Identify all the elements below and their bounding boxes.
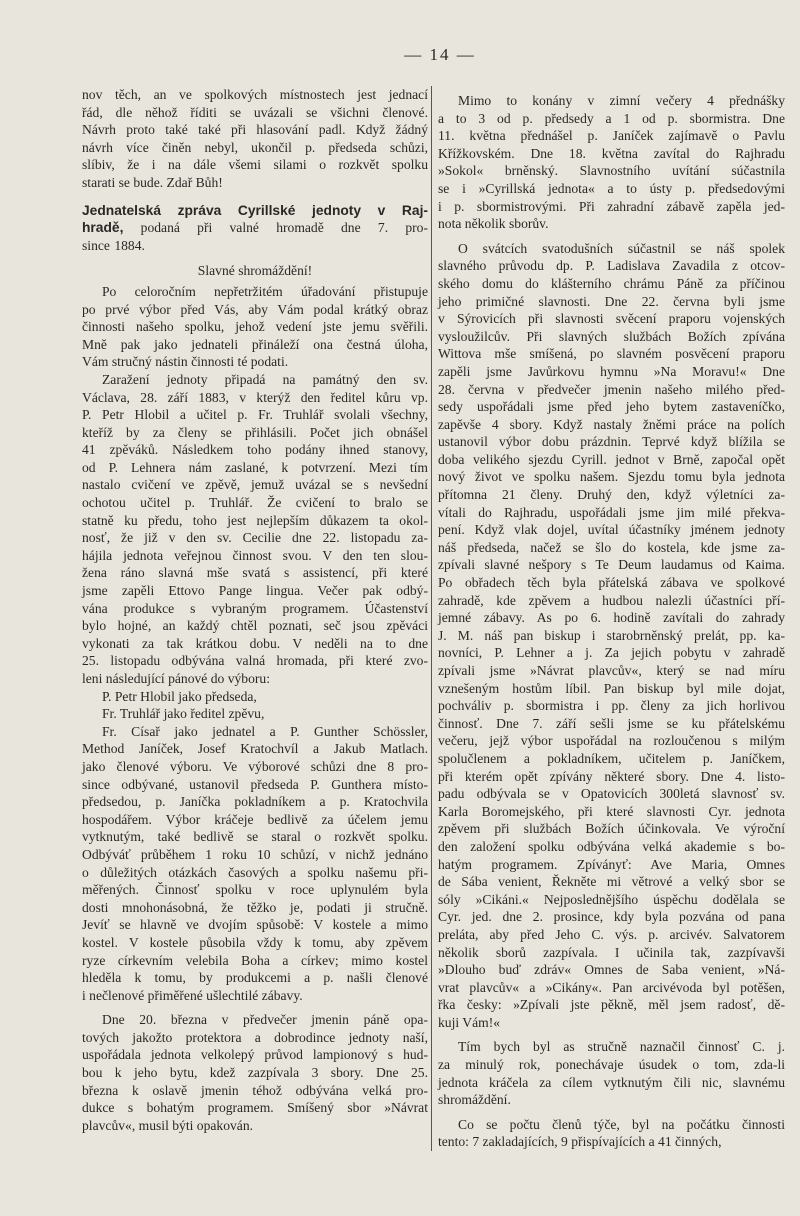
text-line: ochotou učitel p. Truhlář. Že cvičení to bralo se: [82, 495, 428, 511]
text-line: Co se počtu členů týče, byl na počátku činnosti: [458, 1116, 785, 1132]
text-line: since odbývané, ustanovil předseda P. Gunthera místo-: [82, 776, 428, 792]
text-line: hospodářem. Výbor kráčeje bedlivě za účelem jemu: [82, 811, 428, 827]
text-line: vítali do Rajhradu, uspořádali jsme jim milé překva-: [438, 504, 785, 520]
text-line: O svátcích svatodušních súčastnil se náš spolek: [458, 240, 785, 256]
text-line: nastalo cvičení ve zpěvě, jemuž uvázal se s nevšední: [82, 477, 428, 493]
text-line: P. Petr Hlobil jako předseda,: [102, 688, 257, 704]
text-line: slavného průvodu dp. P. Ladislava Zavadila z otcov-: [438, 258, 785, 274]
heading-bold-text: hradě,: [82, 220, 124, 236]
heading-bold-text: Jednatelská zpráva Cyrillské jednoty v Raj-: [82, 202, 428, 218]
text-line: nota několik sborův.: [438, 216, 549, 232]
text-line: činnosť. Dne 7. září sešli jsme se ku přátelskému: [438, 715, 785, 731]
text-line: sedy uspořádali jsme před jeho bytem zastaveníčko,: [438, 399, 785, 415]
text-line: ského domu do klášterního chrámu Páně za příčinou: [438, 275, 785, 291]
text-line: se i »Cyrillská jednota« a to ústy p. předsedovými: [438, 180, 785, 196]
text-line: zpěvem při službách Božích účinkovala. Ve výroční: [438, 821, 785, 837]
text-line: o důležitých otázkách časových a spolku našemu při-: [82, 864, 428, 880]
text-line: pochváliv p. sbormistra i pp. členy za jich horlivou: [438, 698, 785, 714]
text-line: kuji Vám!«: [438, 1014, 501, 1030]
text-line: Návrh proto také také při hlasování padl. Když žádný: [82, 122, 428, 138]
text-line: J. M. náš pan biskup i starobrněnský prelát, pp. ka-: [438, 627, 785, 643]
left-column: [82, 86, 428, 1134]
heading-text: podaná při valné hromadě dne 7. pro-: [123, 220, 428, 236]
text-line: přítomna 21 členy. Druhý den, když výletníci za-: [438, 487, 785, 503]
text-line: Mimo to konány v zimní večery 4 přednášky: [458, 93, 785, 108]
text-line: Křížkovském. Dne 18. května zavítal do Rajhradu: [438, 145, 785, 161]
text-line: since 1884.: [82, 237, 145, 253]
text-line: náš předseda, načež se šlo do kostela, kde jsme za-: [438, 539, 785, 555]
text-line: Wittova mše smíšená, po slavném posvěcení praporu: [438, 346, 785, 362]
text-line: zapěvše 4 sbory. Když nastaly žněmi práce na polích: [438, 416, 785, 432]
text-line: 41 zpěváků. Následkem toho podány ihned stanovy,: [82, 442, 428, 458]
text-line: 11. května přednášel p. Janíček zajímavě o Pavlu: [438, 128, 785, 144]
text-line: shromáždění.: [438, 1092, 511, 1108]
text-line: ryze církevním velebila Boha a církev; mimo kostel: [82, 952, 428, 968]
text-line: vytknutým, také bedlivě se staral o rozkvět spolku.: [82, 829, 428, 845]
text-line: od P. Lehnera nám zaslané, k potvrzení. Mezi tím: [82, 459, 428, 475]
text-line: 25. listopadu odbývána valná hromada, při které zvo-: [82, 653, 428, 669]
text-line: »Dlouho buď zdráv« Omnes de Saba venient, »Ná-: [438, 962, 785, 978]
text-line: Cyr. jed. dne 2. prosince, kdy byla pozvána od pana: [438, 909, 785, 925]
paragraph: [438, 1116, 785, 1151]
text-line: činnosti našeho spolku, jehož vedení jste jemu svěřili.: [82, 319, 428, 335]
text-line: nový život ve spolku našem. Sjezdu tomu byla jednota: [438, 469, 785, 485]
text-line: večeru, jejž výbor uspořádal na rozloučenou s milým: [438, 733, 785, 749]
text-line: preláta, aby před Jeho C. výs. p. arcivév. Salvatorem: [438, 926, 785, 942]
text-line: Václava, 28. září 1883, v kterýž den ředitel kůru vp.: [82, 389, 428, 405]
text-line: zapěli jsme Javůrkovu hymnu »Na Moravu!« Dne: [438, 363, 785, 379]
text-line: tových jakožto protektora a dobrodince jednoty naší,: [82, 1029, 428, 1045]
text-line: de Sába venient, Řekněte mi větrové a velký sbor se: [438, 874, 785, 890]
text-line: hatým programem. Zpíványť: Ave Maria, Omnes: [438, 856, 785, 872]
text-line: v Sýrovicích při slavnosti svěcení praporu vojenských: [438, 311, 785, 327]
text-line: Fr. Truhlář jako ředitel zpěvu,: [102, 706, 265, 722]
text-line: měřených. Činnosť spolku v roce uplynulém byla: [82, 882, 428, 898]
paragraph: [82, 688, 428, 723]
text-line: Karla Boromejského, při které slavnosti Cyr. jednota: [438, 803, 785, 819]
text-line: Odbýváť průběhem 1 roku 10 schůzí, v nichž jednáno: [82, 846, 428, 862]
page-number: — 14 —: [404, 45, 476, 64]
text-line: [82, 219, 428, 237]
paragraph: [438, 240, 785, 1032]
text-line: statně ku předu, toho jest nejlepším důkazem ta okol-: [82, 512, 428, 528]
text-line: návrh více činěn nebyl, ukončil p. předseda schůzi,: [82, 139, 428, 155]
text-line: [82, 202, 428, 220]
text-line: plavcův«, musil býti opakován.: [82, 1117, 254, 1133]
text-line: řád, dle něhož říditi se uvázali se všichni členové.: [82, 104, 428, 120]
text-line: hájila jednota veřejnou činnost svou. V den ten slou-: [82, 547, 428, 563]
text-line: 28. června v předvečer jmenin našeho milého před-: [438, 381, 785, 397]
paragraph: [82, 86, 428, 192]
text-line: Method Janíček, Josef Kratochvíl a Jakub Matlach.: [82, 741, 428, 757]
text-line: tento: 7 zakladajících, 9 přispívajících a 41 činných,: [438, 1134, 722, 1150]
text-line: doba velikého sjezdu Cyrill. jednot v Brně, započal opět: [438, 451, 785, 467]
text-line: ustanovil výbor dobu prázdnin. Teprvé když blížila se: [438, 434, 785, 450]
text-line: Vám stručný nástin činnosti té podati.: [82, 354, 289, 370]
text-line: dosti mnohonásobná, že těžko je, podati ji stručně.: [82, 899, 428, 915]
paragraph: [82, 723, 428, 1005]
text-line: Dne 20. března v předvečer jmenin páně opa-: [102, 1012, 428, 1028]
text-line: vysloužilcův. Při slavných službách Božích zpívána: [438, 328, 785, 344]
text-line: kteříž by za členy se přihlásili. Počet jich obnášel: [82, 424, 428, 440]
text-line: jako členové výboru. Ve výborové schůzi dne 8 pro-: [82, 758, 428, 774]
text-line: starati se bude. Zdař Bůh!: [82, 174, 223, 190]
salutation: [82, 262, 428, 280]
text-line: Mně pak jako jednateli přináleží ona čestná úloha,: [82, 336, 428, 352]
text-line: po prvé výbor před Vás, aby Vám podal krátký obraz: [82, 301, 428, 317]
text-line: Zaražení jednoty připadá na památný den sv.: [102, 371, 428, 387]
text-line: jsme zapěli Ettovo Pange lingua. Večer pak odbý-: [82, 583, 428, 599]
text-line: zahradě, kde zpěvem a hudbou nalezli účastníci pří-: [438, 592, 785, 608]
text-line: vykonati za tak krátkou dobu. V neděli na to dne: [82, 635, 428, 651]
text-line: den založení spolku odbývána velká akademie s bo-: [438, 838, 785, 854]
text-line: několik sborů zazpívala. I učinila tak, zazpívavši: [438, 944, 785, 960]
paragraph: [82, 283, 428, 371]
text-line: března k oslavě jmenin téhož odbývána velká pro-: [82, 1082, 428, 1098]
paragraph: [82, 371, 428, 688]
text-line: dukce s bohatým programem. Smíšený sbor »Návrat: [82, 1100, 428, 1116]
text-line: Po celoročním nepřetržitém úřadování přistupuje: [102, 283, 428, 299]
text-line: vznešeným hostům líbil. Pan biskup byl mile dojat,: [438, 680, 785, 696]
text-line: leni následující pánové do výboru:: [82, 671, 271, 686]
section-heading: [82, 202, 428, 255]
text-line: i p. sbormistrovými. Při zahradní zábavě zapěla jed-: [438, 198, 785, 214]
text-line: Slavné shromáždění!: [197, 263, 313, 279]
text-line: bou k jeho bytu, kdež zazpívala 3 sbory. Dne 25.: [82, 1065, 428, 1081]
text-line: vána produkce s vybraným programem. Účastenství: [82, 600, 428, 616]
text-line: spolučlenem a pokladníkem, učitelem p. Janíčkem,: [438, 750, 785, 766]
paragraph: [438, 1038, 785, 1108]
text-line: žena ráno slavná mše svatá s assistencí, při které: [82, 565, 428, 581]
text-line: při kterém opět zpívány některé sbory. Dne 4. listo-: [438, 768, 785, 784]
text-line: předsedou, p. Janíčka pokladníkem a p. Kratochvila: [82, 794, 428, 810]
column-divider: [431, 86, 432, 1151]
text-line: i nečlenové přiměřené ušlechtilé zábavy.: [82, 987, 303, 1003]
text-line: padu odbývala se v Opatovicích 300letá slavnosť sv.: [438, 786, 785, 802]
text-line: jemné zábavy. As po 6. hodině zavítali do zahrady: [438, 610, 785, 626]
text-line: Fr. Císař jako jednatel a P. Gunther Schössler,: [102, 723, 428, 739]
text-line: jeho primičné slavnosti. Dne 22. června byli jsme: [438, 293, 785, 309]
text-line: slíbiv, že i na dále všemi silami o rozkvět spolku: [82, 157, 428, 173]
text-line: sóly »Cikáni.« Nejposlednějšího úspěchu dodělala se: [438, 891, 785, 907]
paragraph: [82, 1011, 428, 1134]
text-line: Po obřadech těch byla přátelská zábava ve spolkové: [438, 575, 785, 591]
text-line: novníci, P. Lehner a j. Za jejich pobytu v zahradě: [438, 645, 785, 661]
text-line: P. Petr Hlobil a učitel p. Fr. Truhlář svolali všechny,: [82, 407, 428, 423]
text-line: »Sokol« brněnský. Slavnostního uvítání súčastnila: [438, 163, 785, 179]
text-line: a to 3 od p. předsedy a 1 od p. sbormistra. Dne: [438, 110, 785, 126]
text-line: řka česky: »Zpívali jste pěkně, měl jsem radosť, dě-: [438, 997, 785, 1013]
text-line: pení. Když vlak dojel, uvítal účastníky jménem jednoty: [438, 522, 785, 538]
text-line: jednota kráčela za cílem vytknutým čili nic, slavnému: [438, 1074, 785, 1090]
text-line: hleděla k tomu, by produkcemi a p. našli členové: [82, 970, 428, 986]
text-line: Tím bych byl as stručně naznačil činnosť C. j.: [458, 1039, 785, 1055]
text-line: zpívali jsme »Návrat plavcův«, který se nad míru: [438, 663, 785, 678]
paragraph: [438, 92, 785, 233]
right-column: [438, 92, 785, 1151]
text-line: za minulý rok, ponechávaje úsudek o tom, zda-li: [438, 1057, 785, 1073]
text-line: Jevíť se hlavně ve dvojím spůsobě: V kostele a mimo: [82, 917, 428, 933]
text-line: kostel. V kostele působila vždy k tomu, aby zpěvem: [82, 934, 428, 950]
text-line: nosť, že již v den sv. Cecilie dne 22. listopadu za-: [82, 530, 428, 546]
text-line: zpívali slavné nešpory s Te Deum laudamus od Kaima.: [438, 557, 785, 573]
text-line: uspořádala jednota velkolepý průvod lampionový s hud-: [82, 1047, 428, 1063]
text-line: bylo hojné, an každý chtěl poznati, seč jsou zpěváci: [82, 618, 428, 634]
text-line: nov těch, an ve spolkových místnostech jest jednací: [82, 87, 428, 102]
text-line: vrat plavcův« a »Cikány«. Pan arcivévoda byl potěšen,: [438, 979, 785, 995]
